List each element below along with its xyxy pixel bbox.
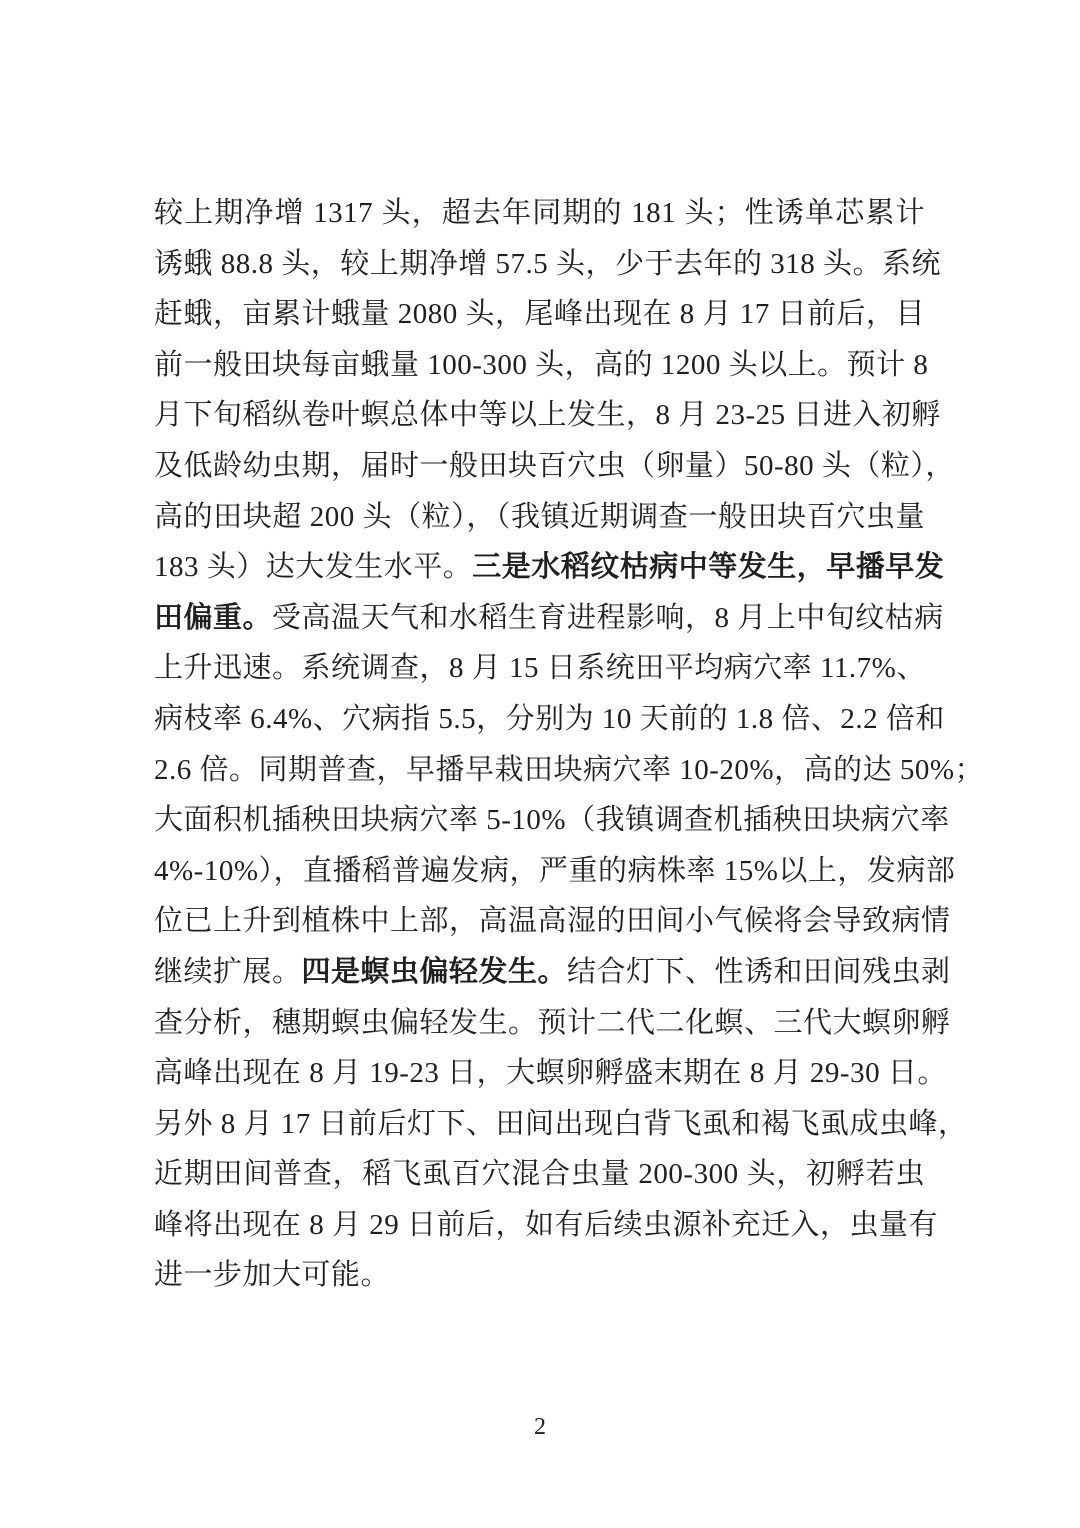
text-segment: 诱蛾 88.8 头，较上期净增 57.5 头，少于去年的 318 头。系统 [154, 247, 942, 280]
text-line [154, 441, 955, 492]
text-segment: 及低龄幼虫期，届时一般田块百穴虫（卵量）50-80 头（粒）， [154, 449, 955, 482]
text-segment: 受高温天气和水稻生育进程影响，8 月上中旬纹枯病 [272, 601, 944, 634]
text-line [154, 947, 951, 998]
text-line [154, 643, 925, 694]
bold-heading-segment: 三是水稻纹枯病中等发生，早播早发 [472, 551, 945, 584]
text-line [154, 1200, 939, 1251]
text-segment: 高峰出现在 8 月 19-23 日，大螟卵孵盛末期在 8 月 29-30 日。 [154, 1057, 947, 1090]
text-segment: 位已上升到植株中上部，高温高湿的田间小气候将会导致病情 [154, 905, 951, 938]
text-segment: 赶蛾，亩累计蛾量 2080 头，尾峰出现在 8 月 17 日前后，目 [154, 298, 926, 331]
text-line [154, 239, 942, 290]
text-line [154, 289, 925, 340]
text-line [154, 795, 950, 846]
text-line [154, 846, 956, 897]
text-segment: 病枝率 6.4%、穴病指 5.5，分别为 10 天前的 1.8 倍、2.2 倍和 [154, 702, 945, 735]
text-line [154, 1048, 947, 1099]
text-line [154, 1149, 925, 1200]
text-line [154, 340, 929, 391]
text-line [154, 542, 945, 593]
text-segment: 结合灯下、性诱和田间残虫剥 [567, 955, 951, 988]
text-segment: 183 头）达大发生水平。 [154, 551, 473, 584]
text-line [154, 1099, 968, 1150]
text-line [154, 593, 944, 644]
body-text [154, 188, 984, 1301]
bold-heading-segment: 田偏重。 [154, 601, 273, 634]
text-segment: 2.6 倍。同期普查，早播早栽田块病穴率 10-20%，高的达 50%； [154, 753, 984, 786]
text-line [154, 896, 951, 947]
text-segment: 近期田间普查，稻飞虱百穴混合虫量 200-300 头，初孵若虫 [154, 1158, 925, 1191]
text-segment: 前一般田块每亩蛾量 100-300 头，高的 1200 头以上。预计 8 [154, 348, 929, 381]
text-segment: 继续扩展。 [154, 955, 302, 988]
page-number: 2 [534, 1414, 546, 1440]
text-line [154, 492, 925, 543]
text-segment: 另外 8 月 17 日前后灯下、田间出现白背飞虱和褐飞虱成虫峰， [154, 1107, 968, 1140]
text-segment: 大面积机插秧田块病穴率 5-10%（我镇调查机插秧田块病穴率 [154, 804, 950, 837]
text-segment: 较上期净增 1317 头，超去年同期的 181 头；性诱单芯累计 [154, 197, 925, 229]
text-segment: 4%-10%），直播稻普遍发病，严重的病株率 15%以上，发病部 [154, 854, 956, 887]
text-segment: 查分析，穗期螟虫偏轻发生。预计二代二化螟、三代大螟卵孵 [154, 1006, 951, 1039]
text-segment: 上升迅速。系统调查，8 月 15 日系统田平均病穴率 11.7%、 [154, 652, 926, 685]
text-line [154, 745, 984, 796]
text-line [154, 998, 951, 1049]
text-line [154, 390, 941, 441]
text-segment: 峰将出现在 8 月 29 日前后，如有后续虫源补充迁入，虫量有 [154, 1208, 939, 1241]
text-segment: 高的田块超 200 头（粒），（我镇近期调查一般田块百穴虫量 [154, 500, 925, 533]
text-segment: 月下旬稻纵卷叶螟总体中等以上发生，8 月 23-25 日进入初孵 [154, 399, 941, 432]
bold-heading-segment: 四是螟虫偏轻发生。 [301, 955, 568, 988]
text-line [154, 188, 925, 239]
text-segment: 进一步加大可能。 [154, 1259, 391, 1292]
text-line [154, 1250, 925, 1301]
text-line [154, 694, 945, 745]
